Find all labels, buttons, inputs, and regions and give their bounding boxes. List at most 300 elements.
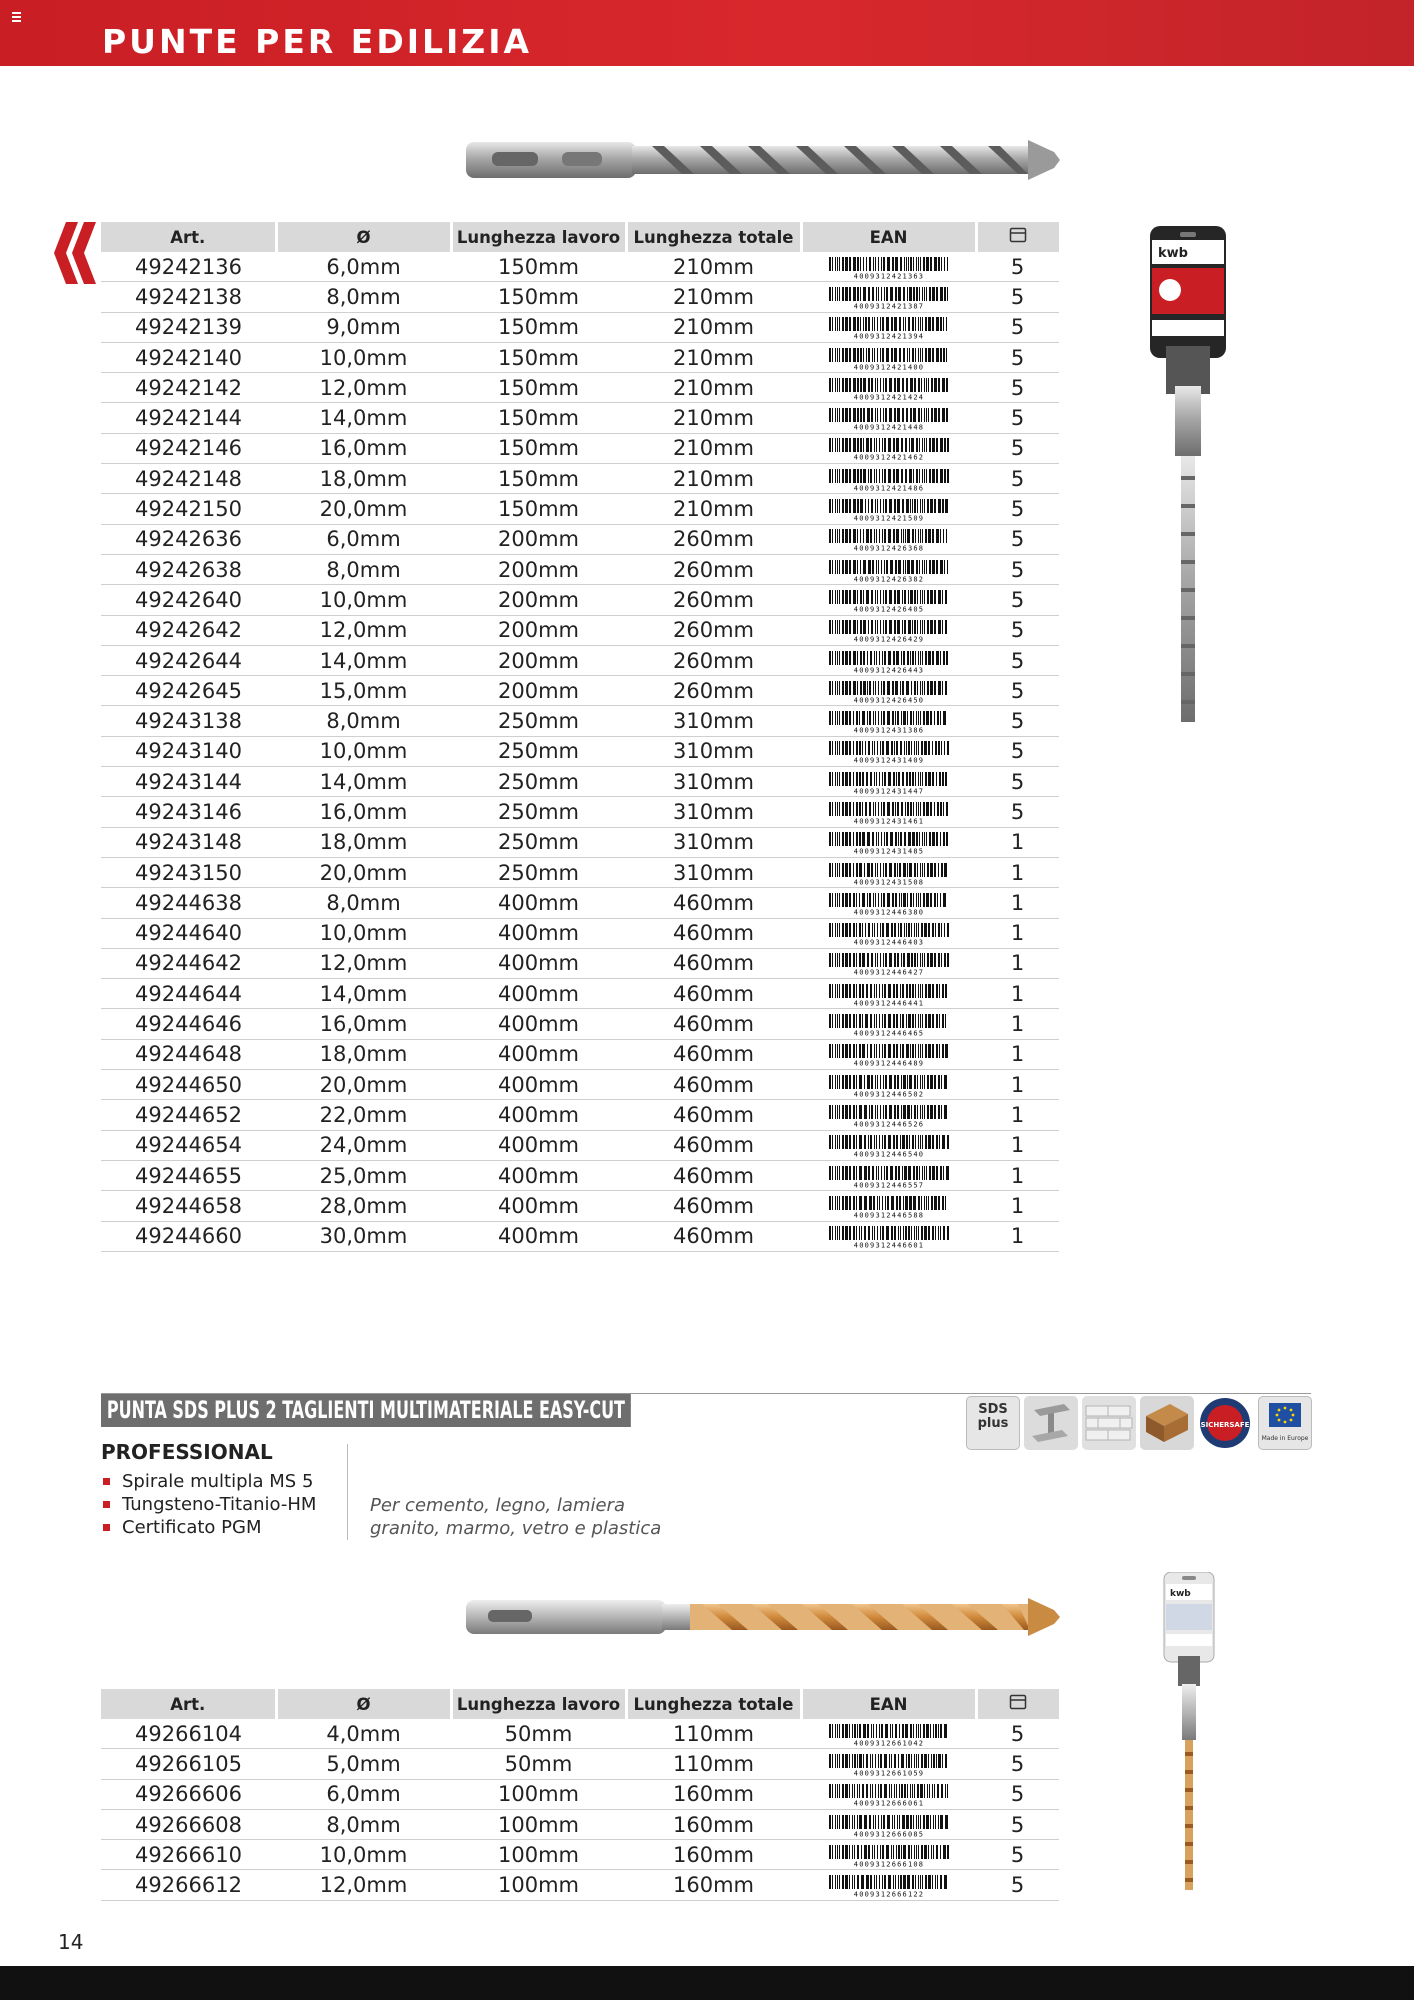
cell-working-length: 400mm [451,1221,626,1251]
cell-art: 49242140 [101,342,276,372]
svg-text:4009312426368: 4009312426368 [853,544,924,552]
table-row [101,1719,1059,1749]
svg-text:4009312431409: 4009312431409 [853,756,924,764]
table-row [101,676,1059,706]
table-row [101,252,1059,282]
cell-ean [801,403,976,433]
cell-pack: 1 [976,979,1059,1009]
metal-icon [1024,1396,1078,1450]
cell-art: 49244644 [101,979,276,1009]
cell-diameter: 4,0mm [276,1719,451,1749]
cell-total-length: 210mm [626,403,801,433]
cell-pack: 5 [976,1749,1059,1779]
cell-total-length: 260mm [626,645,801,675]
cell-diameter: 12,0mm [276,373,451,403]
cell-ean [801,827,976,857]
cell-pack: 1 [976,1221,1059,1251]
table-row [101,1130,1059,1160]
cell-working-length: 150mm [451,464,626,494]
barcode [828,529,950,551]
cell-working-length: 400mm [451,888,626,918]
col-pack [976,222,1059,252]
sds-plus-icon: SDS plus [966,1396,1020,1450]
cell-pack: 5 [976,464,1059,494]
cell-art: 49242139 [101,312,276,342]
cell-total-length: 210mm [626,373,801,403]
cell-pack: 5 [976,524,1059,554]
cell-pack: 1 [976,1160,1059,1190]
cell-ean [801,736,976,766]
table-row [101,373,1059,403]
cell-working-length: 150mm [451,433,626,463]
cell-diameter: 16,0mm [276,797,451,827]
cell-pack: 5 [976,797,1059,827]
barcode [828,1784,950,1806]
table-row [101,827,1059,857]
cell-ean [801,1719,976,1749]
cell-pack: 5 [976,282,1059,312]
cell-art: 49242142 [101,373,276,403]
brand-logo: kwb [1170,1589,1191,1599]
cell-pack: 5 [976,494,1059,524]
cell-diameter: 8,0mm [276,1809,451,1839]
cell-diameter: 10,0mm [276,736,451,766]
svg-text:4009312446540: 4009312446540 [853,1150,924,1158]
made-in-europe-icon [1258,1396,1312,1450]
cell-diameter: 8,0mm [276,554,451,584]
cell-ean [801,706,976,736]
svg-text:4009312421387: 4009312421387 [853,302,924,309]
barcode [828,1166,950,1188]
cell-art: 49244660 [101,1221,276,1251]
cell-total-length: 460mm [626,888,801,918]
barcode [828,348,950,370]
cell-ean [801,1191,976,1221]
cell-ean [801,979,976,1009]
cell-ean [801,433,976,463]
cell-art: 49244658 [101,1191,276,1221]
cell-diameter: 10,0mm [276,585,451,615]
svg-text:4009312421394: 4009312421394 [853,332,924,340]
cell-ean [801,645,976,675]
cell-pack: 1 [976,1039,1059,1069]
cell-diameter: 12,0mm [276,615,451,645]
cell-diameter: 12,0mm [276,948,451,978]
cell-total-length: 210mm [626,342,801,372]
svg-text:4009312421400: 4009312421400 [853,363,924,370]
cell-total-length: 260mm [626,615,801,645]
cell-ean [801,948,976,978]
cell-art: 49244646 [101,1009,276,1039]
cell-pack: 5 [976,1809,1059,1839]
cell-working-length: 250mm [451,827,626,857]
cell-pack: 5 [976,706,1059,736]
barcode [828,893,950,915]
barcode [828,560,950,582]
cell-pack: 5 [976,736,1059,766]
cell-ean [801,1160,976,1190]
brand-logo: kwb [1158,246,1188,261]
table-row [101,918,1059,948]
cell-art: 49244642 [101,948,276,978]
cell-working-length: 200mm [451,524,626,554]
cell-diameter: 20,0mm [276,857,451,887]
cell-pack: 5 [976,585,1059,615]
table-row [101,403,1059,433]
cell-working-length: 100mm [451,1840,626,1870]
cell-total-length: 210mm [626,464,801,494]
col-diameter: Ø [276,222,451,252]
cell-total-length: 260mm [626,585,801,615]
table-row [101,342,1059,372]
cell-total-length: 310mm [626,767,801,797]
cell-diameter: 14,0mm [276,979,451,1009]
product-package-image [1160,1572,1218,1896]
cell-total-length: 310mm [626,827,801,857]
cell-working-length: 250mm [451,857,626,887]
cell-pack: 5 [976,676,1059,706]
product-package-image [1144,226,1232,726]
cell-diameter: 25,0mm [276,1160,451,1190]
cell-ean [801,494,976,524]
header-bar [0,0,1414,66]
cell-diameter: 15,0mm [276,676,451,706]
cell-ean [801,464,976,494]
cell-ean [801,1009,976,1039]
cell-art: 49242642 [101,615,276,645]
cell-pack: 1 [976,918,1059,948]
cell-total-length: 310mm [626,706,801,736]
cell-total-length: 310mm [626,857,801,887]
package-icon [1009,227,1027,243]
cell-art: 49242638 [101,554,276,584]
footer-bar [0,1966,1414,2000]
barcode [828,620,950,642]
barcode [828,438,950,460]
sichersafe-icon [1198,1396,1252,1450]
usage-text: Per cemento, legno, lamiera granito, marmo, vetro e plastica [370,1495,662,1539]
col-ean: EAN [801,222,976,252]
cell-ean [801,524,976,554]
cell-pack: 5 [976,403,1059,433]
cell-pack: 5 [976,1840,1059,1870]
table-row [101,645,1059,675]
cell-total-length: 110mm [626,1719,801,1749]
col-total-length: Lunghezza totale [626,222,801,252]
cell-ean [801,252,976,282]
cell-ean [801,615,976,645]
table-row [101,615,1059,645]
svg-text:Made in Europe: Made in Europe [1261,1435,1309,1442]
svg-text:4009312421424: 4009312421424 [853,393,924,400]
chevron-left-icon [50,222,96,284]
cell-total-length: 210mm [626,312,801,342]
cell-total-length: 310mm [626,797,801,827]
svg-text:4009312426382: 4009312426382 [853,575,924,582]
barcode [828,1226,950,1248]
cell-diameter: 18,0mm [276,827,451,857]
barcode [828,1845,950,1867]
cell-working-length: 400mm [451,1009,626,1039]
cell-art: 49266104 [101,1719,276,1749]
svg-text:4009312421448: 4009312421448 [853,423,924,431]
cell-ean [801,1100,976,1130]
drill-bit-image [462,134,1062,186]
cell-pack: 5 [976,312,1059,342]
cell-art: 49242645 [101,676,276,706]
cell-diameter: 30,0mm [276,1221,451,1251]
table-row [101,585,1059,615]
menu-icon[interactable] [12,12,26,26]
cell-working-length: 200mm [451,554,626,584]
cell-working-length: 150mm [451,282,626,312]
table-row [101,1749,1059,1779]
spec-table-2 [101,1689,1059,1901]
svg-text:4009312446502: 4009312446502 [853,1090,924,1097]
cell-total-length: 460mm [626,1100,801,1130]
barcode [828,1815,950,1837]
col-pack [976,1689,1059,1719]
cell-ean [801,767,976,797]
cell-ean [801,1130,976,1160]
cell-diameter: 22,0mm [276,1100,451,1130]
barcode [828,257,950,279]
cell-working-length: 250mm [451,706,626,736]
barcode [828,741,950,763]
cell-art: 49266608 [101,1809,276,1839]
cell-ean [801,797,976,827]
cell-pack: 5 [976,615,1059,645]
cell-art: 49266610 [101,1840,276,1870]
cell-ean [801,373,976,403]
barcode [828,832,950,854]
feature-item: Spirale multipla MS 5 [101,1470,316,1493]
svg-text:4009312421486: 4009312421486 [853,484,924,491]
cell-diameter: 8,0mm [276,282,451,312]
cell-working-length: 150mm [451,342,626,372]
cell-ean [801,1749,976,1779]
section-title: PUNTA SDS PLUS 2 TAGLIENTI MULTIMATERIALE EASY-CUT [101,1394,631,1427]
table-row [101,1039,1059,1069]
cell-total-length: 210mm [626,282,801,312]
cell-pack: 5 [976,1719,1059,1749]
cell-art: 49242146 [101,433,276,463]
svg-text:4009312431485: 4009312431485 [853,847,924,855]
table-row [101,797,1059,827]
cell-total-length: 160mm [626,1779,801,1809]
package-icon [1009,1694,1027,1710]
feature-list [101,1470,316,1539]
svg-text:4009312446489: 4009312446489 [853,1059,924,1067]
cell-pack: 1 [976,1070,1059,1100]
cell-total-length: 460mm [626,1009,801,1039]
cell-pack: 1 [976,827,1059,857]
svg-text:4009312421509: 4009312421509 [853,514,924,522]
cell-total-length: 210mm [626,252,801,282]
barcode [828,1105,950,1127]
table-row [101,767,1059,797]
col-ean: EAN [801,1689,976,1719]
cell-diameter: 12,0mm [276,1870,451,1900]
cell-art: 49242138 [101,282,276,312]
svg-text:4009312446601: 4009312446601 [853,1241,924,1249]
table-row [101,282,1059,312]
cell-diameter: 8,0mm [276,706,451,736]
cell-working-length: 150mm [451,373,626,403]
cell-art: 49243150 [101,857,276,887]
svg-text:4009312431508: 4009312431508 [853,878,924,885]
cell-working-length: 400mm [451,1070,626,1100]
cell-art: 49244648 [101,1039,276,1069]
cell-ean [801,1840,976,1870]
table-row [101,1840,1059,1870]
svg-text:4009312426405: 4009312426405 [853,605,924,612]
cell-total-length: 260mm [626,554,801,584]
svg-text:4009312446441: 4009312446441 [853,999,924,1006]
svg-text:4009312666061: 4009312666061 [853,1799,924,1807]
barcode [828,953,950,975]
wood-icon [1140,1396,1194,1450]
svg-text:4009312661059: 4009312661059 [853,1769,924,1776]
barcode [828,1075,950,1097]
svg-text:4009312426450: 4009312426450 [853,696,924,703]
table-row [101,1191,1059,1221]
cell-ean [801,1779,976,1809]
cell-diameter: 10,0mm [276,342,451,372]
cell-working-length: 400mm [451,1130,626,1160]
col-art: Art. [101,1689,276,1719]
cell-working-length: 250mm [451,797,626,827]
feature-item: Tungsteno-Titanio-HM [101,1493,316,1516]
svg-text:4009312431447: 4009312431447 [853,787,924,794]
cell-diameter: 18,0mm [276,1039,451,1069]
cell-pack: 5 [976,554,1059,584]
cell-working-length: 200mm [451,645,626,675]
table-row [101,1009,1059,1039]
table-row [101,494,1059,524]
cell-diameter: 14,0mm [276,645,451,675]
cell-total-length: 210mm [626,433,801,463]
barcode [828,287,950,309]
cell-diameter: 16,0mm [276,1009,451,1039]
table-row [101,1809,1059,1839]
feature-item: Certificato PGM [101,1516,316,1539]
barcode [828,923,950,945]
barcode [828,378,950,400]
cell-art: 49244640 [101,918,276,948]
cell-art: 49242640 [101,585,276,615]
cell-pack: 1 [976,1009,1059,1039]
cell-working-length: 400mm [451,918,626,948]
cell-working-length: 200mm [451,585,626,615]
table-row [101,312,1059,342]
table-row [101,979,1059,1009]
table-row [101,948,1059,978]
cell-ean [801,1870,976,1900]
cell-diameter: 9,0mm [276,312,451,342]
cell-ean [801,312,976,342]
cell-art: 49244654 [101,1130,276,1160]
cell-diameter: 6,0mm [276,1779,451,1809]
barcode [828,1014,950,1036]
svg-text:4009312666085: 4009312666085 [853,1830,924,1837]
col-total-length: Lunghezza totale [626,1689,801,1719]
cell-diameter: 14,0mm [276,403,451,433]
cell-total-length: 310mm [626,736,801,766]
svg-text:4009312446403: 4009312446403 [853,938,924,946]
cell-diameter: 10,0mm [276,1840,451,1870]
cell-art: 49242644 [101,645,276,675]
cell-diameter: 28,0mm [276,1191,451,1221]
cell-ean [801,1809,976,1839]
cell-art: 49243140 [101,736,276,766]
cell-working-length: 150mm [451,312,626,342]
barcode [828,1196,950,1218]
cell-total-length: 460mm [626,1130,801,1160]
svg-text:4009312446557: 4009312446557 [853,1181,924,1188]
cell-diameter: 5,0mm [276,1749,451,1779]
cell-pack: 1 [976,857,1059,887]
cell-total-length: 460mm [626,1191,801,1221]
cell-ean [801,857,976,887]
cell-working-length: 200mm [451,676,626,706]
cell-total-length: 110mm [626,1749,801,1779]
table-row [101,1070,1059,1100]
cell-art: 49242150 [101,494,276,524]
cell-ean [801,888,976,918]
svg-text:4009312446526: 4009312446526 [853,1120,924,1127]
cell-working-length: 150mm [451,252,626,282]
table-row [101,1221,1059,1251]
cell-pack: 5 [976,373,1059,403]
barcode [828,469,950,491]
vertical-divider [347,1444,348,1540]
cell-total-length: 460mm [626,1070,801,1100]
cell-diameter: 10,0mm [276,918,451,948]
table-row [101,736,1059,766]
barcode [828,317,950,339]
cell-art: 49243138 [101,706,276,736]
barcode [828,984,950,1006]
cell-working-length: 100mm [451,1779,626,1809]
cell-ean [801,918,976,948]
svg-text:4009312446427: 4009312446427 [853,968,924,976]
svg-text:4009312666122: 4009312666122 [853,1890,924,1898]
svg-text:4009312446588: 4009312446588 [853,1211,924,1218]
barcode [828,499,950,521]
cell-total-length: 460mm [626,979,801,1009]
svg-text:4009312426443: 4009312426443 [853,666,924,673]
cell-pack: 5 [976,767,1059,797]
cell-pack: 5 [976,645,1059,675]
cell-diameter: 16,0mm [276,433,451,463]
cell-ean [801,1070,976,1100]
cell-art: 49242136 [101,252,276,282]
cell-ean [801,282,976,312]
cell-working-length: 400mm [451,1039,626,1069]
cell-art: 49243146 [101,797,276,827]
cell-pack: 1 [976,948,1059,978]
barcode [828,802,950,824]
cell-art: 49244638 [101,888,276,918]
cell-total-length: 460mm [626,948,801,978]
barcode [828,651,950,673]
barcode [828,772,950,794]
cell-pack: 1 [976,1130,1059,1160]
professional-label: PROFESSIONAL [101,1440,273,1464]
svg-text:4009312446380: 4009312446380 [853,908,924,915]
cell-pack: 5 [976,342,1059,372]
